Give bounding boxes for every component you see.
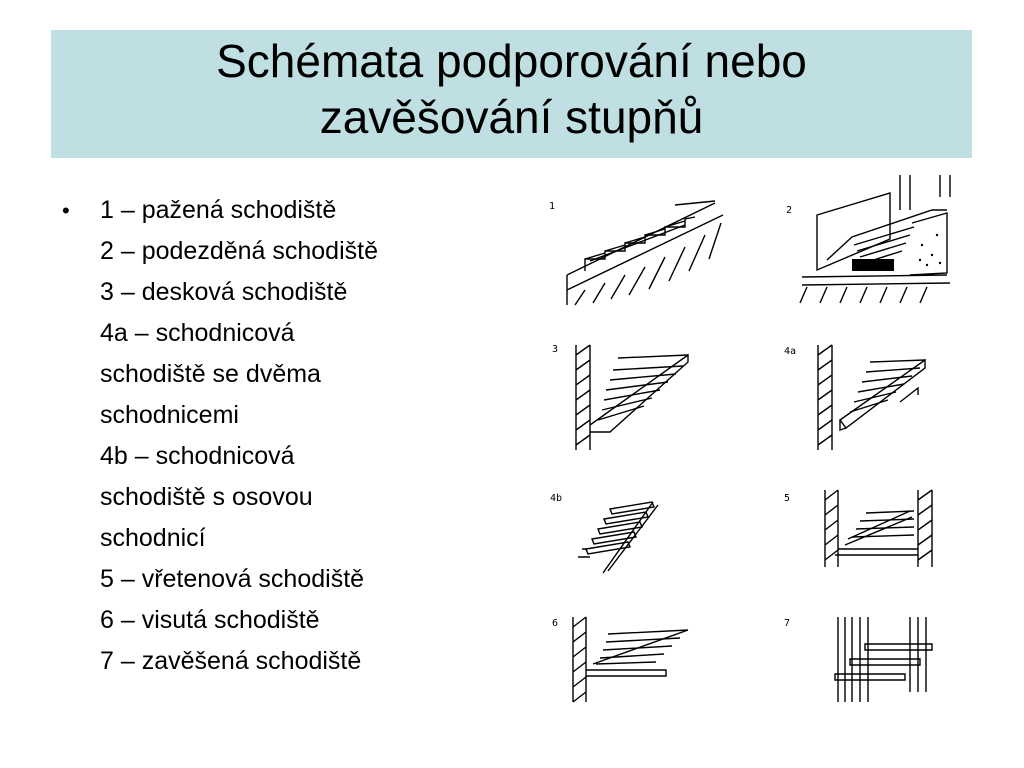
list-line: schodnicemi xyxy=(100,401,239,429)
figure-label: 1 xyxy=(549,201,556,212)
figure-label: 6 xyxy=(552,618,559,629)
figure-6-visuta-diagram xyxy=(548,612,708,707)
figure-2-podezdena-diagram xyxy=(782,175,967,310)
title-line-2: zavěšování stupňů xyxy=(319,91,704,143)
list-line: 3 – desková schodiště xyxy=(100,278,348,306)
list-line: 6 – visutá schodiště xyxy=(100,606,320,634)
list-line: schodiště s osovou xyxy=(100,483,313,511)
list-line: 1 – pažená schodiště xyxy=(100,196,337,224)
figure-label: 2 xyxy=(786,205,793,216)
figure-5-vretenova-diagram xyxy=(780,487,940,577)
figure-label: 5 xyxy=(784,493,791,504)
list-line: 2 – podezděná schodiště xyxy=(100,237,378,265)
figure-7-zavesena-diagram xyxy=(780,612,950,707)
list-line: schodiště se dvěma xyxy=(100,360,321,388)
list-line: 7 – zavěšená schodiště xyxy=(100,647,362,675)
figure-4a-schodnicova-diagram xyxy=(780,340,940,455)
figure-1-pazena-diagram xyxy=(545,195,730,307)
figure-3-deskova-diagram xyxy=(548,340,708,455)
list-line: 4b – schodnicová xyxy=(100,442,295,470)
figure-label: 4a xyxy=(784,346,797,357)
figure-label: 3 xyxy=(552,344,559,355)
list-line: 5 – vřetenová schodiště xyxy=(100,565,365,593)
bullet: • xyxy=(62,198,70,223)
shaded-step-block xyxy=(852,259,894,271)
figure-4b-osova-schodnice-diagram xyxy=(548,487,668,577)
list-line: 4a – schodnicová xyxy=(100,319,295,347)
list-line: schodnicí xyxy=(100,524,206,552)
figure-label: 4b xyxy=(550,493,563,504)
title-line-1: Schémata podporování nebo xyxy=(216,35,807,87)
figure-label: 7 xyxy=(784,618,791,629)
